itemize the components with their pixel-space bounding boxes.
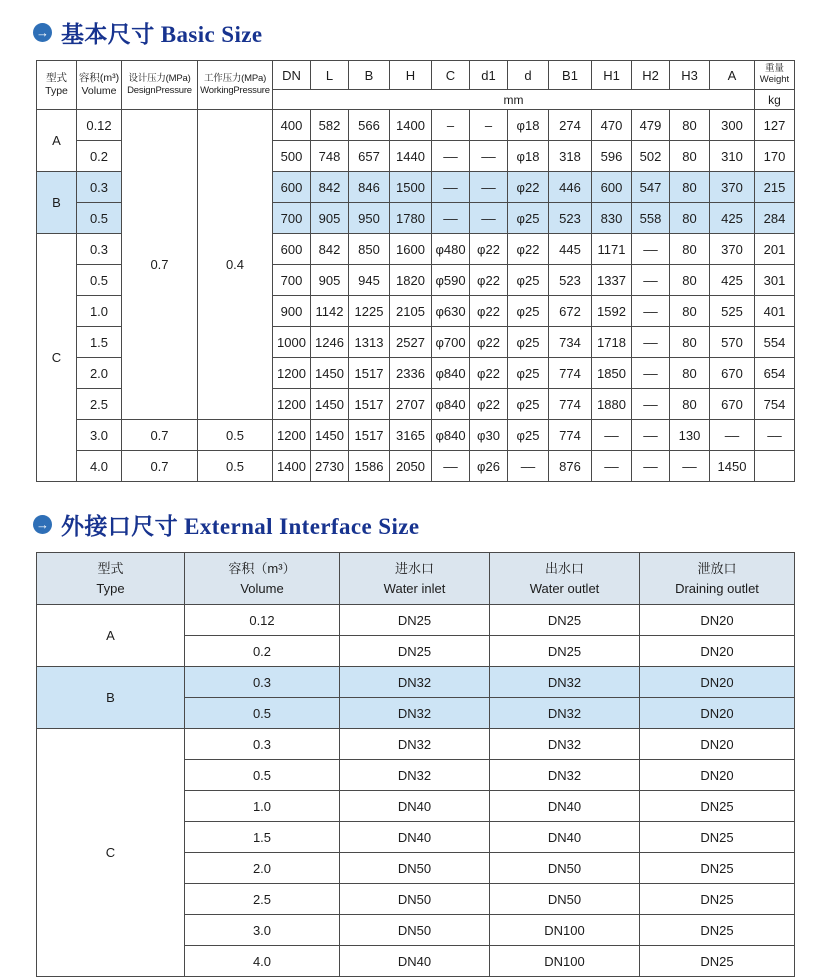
table-cell: –– xyxy=(632,234,670,265)
section-title-basic-size xyxy=(33,16,795,49)
table-cell: 1780 xyxy=(390,203,432,234)
table-cell: 774 xyxy=(549,389,592,420)
table-cell: DN25 xyxy=(640,946,795,977)
col-header-working-pressure xyxy=(198,61,273,110)
table-cell: 600 xyxy=(592,172,632,203)
table-cell: DN25 xyxy=(640,884,795,915)
design-pressure-label-en: DesignPressure xyxy=(127,85,192,96)
table-cell: –– xyxy=(432,141,470,172)
table-cell: 596 xyxy=(592,141,632,172)
table-row xyxy=(37,667,795,698)
table-cell: 301 xyxy=(755,265,795,296)
table-cell: 2.5 xyxy=(185,884,340,915)
col-header-a: A xyxy=(710,61,755,90)
table-cell: 1313 xyxy=(349,327,390,358)
external-interface-table-body xyxy=(37,605,795,977)
table-cell: 1171 xyxy=(592,234,632,265)
table-cell: 370 xyxy=(710,172,755,203)
table-cell: 0.3 xyxy=(77,234,122,265)
table-cell: 2.0 xyxy=(77,358,122,389)
table-cell: 600 xyxy=(273,172,311,203)
table-cell: A xyxy=(37,110,77,172)
table-cell: 1440 xyxy=(390,141,432,172)
table-cell: φ22 xyxy=(470,389,508,420)
table-cell: 1500 xyxy=(390,172,432,203)
table-cell: 523 xyxy=(549,265,592,296)
table-cell: 4.0 xyxy=(77,451,122,482)
col-header-volume xyxy=(77,61,122,110)
table-cell: 670 xyxy=(710,389,755,420)
table-cell: 0.12 xyxy=(185,605,340,636)
col-header-draining-outlet xyxy=(640,553,795,605)
table-cell: –– xyxy=(670,451,710,482)
table-cell: 1450 xyxy=(311,358,349,389)
table-cell: 425 xyxy=(710,265,755,296)
table-cell: 554 xyxy=(755,327,795,358)
section-2-title xyxy=(61,508,419,541)
table-cell: 570 xyxy=(710,327,755,358)
volume-label-en: Volume xyxy=(240,580,284,596)
table-cell: 1200 xyxy=(273,420,311,451)
table-cell: φ25 xyxy=(508,358,549,389)
table-cell: 1850 xyxy=(592,358,632,389)
table-cell: –– xyxy=(470,172,508,203)
table-cell: 80 xyxy=(670,172,710,203)
table-cell: 274 xyxy=(549,110,592,141)
table-cell: –– xyxy=(632,327,670,358)
volume-label-zh: 容积（m³） xyxy=(228,561,296,576)
arrow-bullet-icon: → xyxy=(33,23,52,42)
table-cell: 734 xyxy=(549,327,592,358)
table-cell: DN50 xyxy=(340,884,490,915)
table-cell: 842 xyxy=(311,234,349,265)
table-cell: 905 xyxy=(311,265,349,296)
table-row xyxy=(37,451,795,482)
table-cell: 523 xyxy=(549,203,592,234)
basic-size-table xyxy=(36,60,795,482)
col-header-h2: H2 xyxy=(632,61,670,90)
table-cell: DN32 xyxy=(490,667,640,698)
table-cell: 2707 xyxy=(390,389,432,420)
table-cell: 0.5 xyxy=(198,420,273,451)
table-cell: – xyxy=(470,110,508,141)
table-cell: 284 xyxy=(755,203,795,234)
type-label-zh: 型式 xyxy=(46,72,67,85)
table-cell: 445 xyxy=(549,234,592,265)
table-cell: 201 xyxy=(755,234,795,265)
table-cell: –– xyxy=(632,296,670,327)
table-cell: –– xyxy=(710,420,755,451)
table-row xyxy=(37,729,795,760)
table-cell: 1400 xyxy=(273,451,311,482)
table-cell: DN20 xyxy=(640,605,795,636)
table-cell: 0.3 xyxy=(185,729,340,760)
table-cell: 80 xyxy=(670,110,710,141)
table-cell: φ700 xyxy=(432,327,470,358)
table-cell: 657 xyxy=(349,141,390,172)
table-cell: –– xyxy=(432,451,470,482)
table-cell: φ22 xyxy=(508,172,549,203)
table-cell: 500 xyxy=(273,141,311,172)
volume-label-en: Volume xyxy=(81,85,117,97)
table-cell: 1200 xyxy=(273,358,311,389)
table-cell: 945 xyxy=(349,265,390,296)
table-cell: DN25 xyxy=(340,636,490,667)
table-cell: 1450 xyxy=(311,420,349,451)
table-cell: φ22 xyxy=(470,296,508,327)
draining-outlet-label-en: Draining outlet xyxy=(675,580,759,596)
table-cell: 566 xyxy=(349,110,390,141)
table-cell: DN50 xyxy=(490,884,640,915)
table-cell: 600 xyxy=(273,234,311,265)
table-cell: 470 xyxy=(592,110,632,141)
table-cell: 1.5 xyxy=(77,327,122,358)
table-cell: DN50 xyxy=(340,853,490,884)
table-cell: φ630 xyxy=(432,296,470,327)
table-cell: 80 xyxy=(670,203,710,234)
table-cell: DN20 xyxy=(640,760,795,791)
table-cell: φ25 xyxy=(508,296,549,327)
table-cell: 2336 xyxy=(390,358,432,389)
table-cell: 525 xyxy=(710,296,755,327)
col-header-h3: H3 xyxy=(670,61,710,90)
title-en: External Interface Size xyxy=(184,514,420,539)
external-interface-table xyxy=(36,552,795,977)
table-cell: 1.0 xyxy=(77,296,122,327)
table-cell: φ22 xyxy=(470,358,508,389)
table-cell: DN20 xyxy=(640,698,795,729)
table-cell: 672 xyxy=(549,296,592,327)
table-cell: 1.0 xyxy=(185,791,340,822)
table-cell: DN40 xyxy=(340,822,490,853)
table-cell: –– xyxy=(432,203,470,234)
table-cell: DN25 xyxy=(640,822,795,853)
table-cell: B xyxy=(37,172,77,234)
table-cell: φ22 xyxy=(470,327,508,358)
table-cell: –– xyxy=(755,420,795,451)
table-row xyxy=(37,605,795,636)
table-cell: –– xyxy=(592,420,632,451)
table-cell: 748 xyxy=(311,141,349,172)
unit-mm-label: mm xyxy=(273,90,755,110)
table-cell: DN32 xyxy=(340,698,490,729)
table-cell: –– xyxy=(592,451,632,482)
table-cell: 0.2 xyxy=(185,636,340,667)
table-cell: –– xyxy=(632,451,670,482)
table-cell: –– xyxy=(632,420,670,451)
table-cell: 830 xyxy=(592,203,632,234)
table-cell: φ25 xyxy=(508,327,549,358)
table-cell: 0.5 xyxy=(77,265,122,296)
water-outlet-label-en: Water outlet xyxy=(529,580,600,596)
table-cell: φ18 xyxy=(508,141,549,172)
table-cell: 547 xyxy=(632,172,670,203)
water-inlet-label-en: Water inlet xyxy=(383,580,446,596)
table-cell: 1246 xyxy=(311,327,349,358)
table-cell: DN32 xyxy=(340,729,490,760)
table-cell: 1450 xyxy=(710,451,755,482)
table-cell: 876 xyxy=(549,451,592,482)
table-cell: 170 xyxy=(755,141,795,172)
table-cell: φ840 xyxy=(432,358,470,389)
table-cell: 1820 xyxy=(390,265,432,296)
table-cell: 80 xyxy=(670,327,710,358)
table-cell: 670 xyxy=(710,358,755,389)
table-cell: 0.7 xyxy=(122,420,198,451)
type-label-en: Type xyxy=(96,580,125,596)
table-cell: 310 xyxy=(710,141,755,172)
col-header-d1: d1 xyxy=(470,61,508,90)
table-cell: –– xyxy=(632,265,670,296)
table-cell: DN25 xyxy=(490,636,640,667)
table-cell: φ22 xyxy=(508,234,549,265)
table-cell: 425 xyxy=(710,203,755,234)
weight-label-zh: 重量 xyxy=(764,63,784,75)
table-cell: C xyxy=(37,729,185,977)
table-cell: 1600 xyxy=(390,234,432,265)
col-header-b1: B1 xyxy=(549,61,592,90)
table-cell: 2730 xyxy=(311,451,349,482)
table-cell: DN25 xyxy=(640,791,795,822)
col-header-type xyxy=(37,61,77,110)
table-cell: DN32 xyxy=(340,760,490,791)
table-cell: 4.0 xyxy=(185,946,340,977)
table-cell: 1880 xyxy=(592,389,632,420)
table-cell: 80 xyxy=(670,389,710,420)
table-cell: 479 xyxy=(632,110,670,141)
table-cell: –– xyxy=(470,141,508,172)
water-inlet-label-zh: 进水口 xyxy=(394,561,434,576)
table-cell: 3165 xyxy=(390,420,432,451)
table-cell: 1586 xyxy=(349,451,390,482)
table-cell: 502 xyxy=(632,141,670,172)
table-cell: 3.0 xyxy=(185,915,340,946)
section-title-external-interface-size xyxy=(33,508,795,541)
table-cell: 300 xyxy=(710,110,755,141)
table-cell: 850 xyxy=(349,234,390,265)
table-cell: DN25 xyxy=(490,605,640,636)
table-cell: 318 xyxy=(549,141,592,172)
table-cell: φ25 xyxy=(508,203,549,234)
table-cell: 400 xyxy=(273,110,311,141)
table-cell: 130 xyxy=(670,420,710,451)
table-cell: DN40 xyxy=(490,791,640,822)
col-header-water-outlet xyxy=(490,553,640,605)
header-row xyxy=(37,553,795,605)
table-cell: 1517 xyxy=(349,420,390,451)
table-cell: 80 xyxy=(670,358,710,389)
table-cell: DN20 xyxy=(640,667,795,698)
table-cell: 2.0 xyxy=(185,853,340,884)
table-cell: φ840 xyxy=(432,420,470,451)
arrow-bullet-icon: → xyxy=(33,515,52,534)
table-cell: 401 xyxy=(755,296,795,327)
table-cell: 842 xyxy=(311,172,349,203)
table-cell: φ18 xyxy=(508,110,549,141)
table-cell: DN40 xyxy=(340,946,490,977)
table-cell: 900 xyxy=(273,296,311,327)
table-cell: 774 xyxy=(549,358,592,389)
table-cell: 0.7 xyxy=(122,451,198,482)
table-cell: 774 xyxy=(549,420,592,451)
table-cell: DN32 xyxy=(490,729,640,760)
table-cell: –– xyxy=(470,203,508,234)
table-cell: 0.5 xyxy=(77,203,122,234)
table-cell: φ22 xyxy=(470,265,508,296)
title-zh: 基本尺寸 xyxy=(61,22,155,47)
col-header-dn: DN xyxy=(273,61,311,90)
type-label-en: Type xyxy=(45,85,68,97)
table-cell: 0.4 xyxy=(198,110,273,420)
col-header-c: C xyxy=(432,61,470,90)
table-cell: φ30 xyxy=(470,420,508,451)
table-cell: DN40 xyxy=(490,822,640,853)
table-cell: φ25 xyxy=(508,265,549,296)
table-cell: DN40 xyxy=(340,791,490,822)
col-header-l: L xyxy=(311,61,349,90)
table-cell: DN25 xyxy=(640,915,795,946)
table-cell: 582 xyxy=(311,110,349,141)
table-cell: φ840 xyxy=(432,389,470,420)
table-cell: 700 xyxy=(273,265,311,296)
table-cell: 2050 xyxy=(390,451,432,482)
working-pressure-label-en: WorkingPressure xyxy=(200,85,270,96)
table-cell: DN50 xyxy=(490,853,640,884)
table-cell: 2.5 xyxy=(77,389,122,420)
table-cell: –– xyxy=(632,389,670,420)
table-cell: 700 xyxy=(273,203,311,234)
water-outlet-label-zh: 出水口 xyxy=(544,561,584,576)
table-cell: 80 xyxy=(670,141,710,172)
table-cell: 127 xyxy=(755,110,795,141)
table-cell: 370 xyxy=(710,234,755,265)
table-cell: 1337 xyxy=(592,265,632,296)
col-header-d: d xyxy=(508,61,549,90)
table-cell: 1400 xyxy=(390,110,432,141)
col-header-b: B xyxy=(349,61,390,90)
table-cell: 80 xyxy=(670,265,710,296)
table-row xyxy=(37,420,795,451)
header-row xyxy=(37,61,795,90)
table-cell: 1517 xyxy=(349,389,390,420)
table-cell: φ25 xyxy=(508,420,549,451)
table-cell: DN25 xyxy=(640,853,795,884)
table-cell: DN32 xyxy=(490,760,640,791)
table-cell: 2105 xyxy=(390,296,432,327)
table-cell: φ480 xyxy=(432,234,470,265)
table-cell: B xyxy=(37,667,185,729)
type-label-zh: 型式 xyxy=(97,561,124,576)
table-cell: A xyxy=(37,605,185,667)
basic-size-table-body xyxy=(37,110,795,482)
table-cell: φ22 xyxy=(470,234,508,265)
table-cell: DN20 xyxy=(640,636,795,667)
table-cell: φ26 xyxy=(470,451,508,482)
table-cell: 0.2 xyxy=(77,141,122,172)
table-row xyxy=(37,110,795,141)
table-cell: DN25 xyxy=(340,605,490,636)
table-cell: 1718 xyxy=(592,327,632,358)
table-cell: 0.3 xyxy=(77,172,122,203)
table-cell: 1000 xyxy=(273,327,311,358)
table-cell: 80 xyxy=(670,234,710,265)
col-header-h: H xyxy=(390,61,432,90)
table-cell: 1200 xyxy=(273,389,311,420)
working-pressure-label-zh: 工作压力(MPa) xyxy=(203,73,267,85)
table-cell: DN20 xyxy=(640,729,795,760)
table-cell: 2527 xyxy=(390,327,432,358)
table-cell: 3.0 xyxy=(77,420,122,451)
table-cell: 0.5 xyxy=(185,698,340,729)
draining-outlet-label-zh: 泄放口 xyxy=(697,561,737,576)
col-header-weight xyxy=(755,61,795,90)
table-cell: 0.12 xyxy=(77,110,122,141)
table-cell: –– xyxy=(508,451,549,482)
table-cell: –– xyxy=(432,172,470,203)
table-cell: 0.3 xyxy=(185,667,340,698)
table-cell: – xyxy=(432,110,470,141)
table-cell: DN32 xyxy=(490,698,640,729)
table-cell: 1450 xyxy=(311,389,349,420)
design-pressure-label-zh: 设计压力(MPa) xyxy=(128,73,191,85)
table-cell: 446 xyxy=(549,172,592,203)
unit-kg-label: kg xyxy=(755,90,795,110)
table-cell: 215 xyxy=(755,172,795,203)
page-title xyxy=(61,16,263,49)
table-cell: 754 xyxy=(755,389,795,420)
table-cell: DN100 xyxy=(490,915,640,946)
table-cell: 1225 xyxy=(349,296,390,327)
title-en: Basic Size xyxy=(160,22,263,47)
weight-label-en: Weight xyxy=(759,74,790,85)
table-cell: C xyxy=(37,234,77,482)
table-cell: 0.5 xyxy=(185,760,340,791)
table-cell: 558 xyxy=(632,203,670,234)
table-cell: 0.5 xyxy=(198,451,273,482)
table-cell: 1142 xyxy=(311,296,349,327)
table-cell: DN50 xyxy=(340,915,490,946)
table-cell xyxy=(755,451,795,482)
table-cell: 905 xyxy=(311,203,349,234)
table-cell: 950 xyxy=(349,203,390,234)
table-cell: 1517 xyxy=(349,358,390,389)
table-cell: 0.7 xyxy=(122,110,198,420)
table-cell: 1.5 xyxy=(185,822,340,853)
table-cell: 80 xyxy=(670,296,710,327)
table-cell: 654 xyxy=(755,358,795,389)
table-cell: DN32 xyxy=(340,667,490,698)
col-header-type xyxy=(37,553,185,605)
table-cell: 846 xyxy=(349,172,390,203)
col-header-volume xyxy=(185,553,340,605)
title-zh: 外接口尺寸 xyxy=(61,514,178,539)
table-cell: φ25 xyxy=(508,389,549,420)
col-header-design-pressure xyxy=(122,61,198,110)
table-cell: φ590 xyxy=(432,265,470,296)
table-cell: –– xyxy=(632,358,670,389)
volume-label-zh: 容积(m³) xyxy=(78,72,120,85)
col-header-h1: H1 xyxy=(592,61,632,90)
col-header-water-inlet xyxy=(340,553,490,605)
table-cell: 1592 xyxy=(592,296,632,327)
table-cell: DN100 xyxy=(490,946,640,977)
